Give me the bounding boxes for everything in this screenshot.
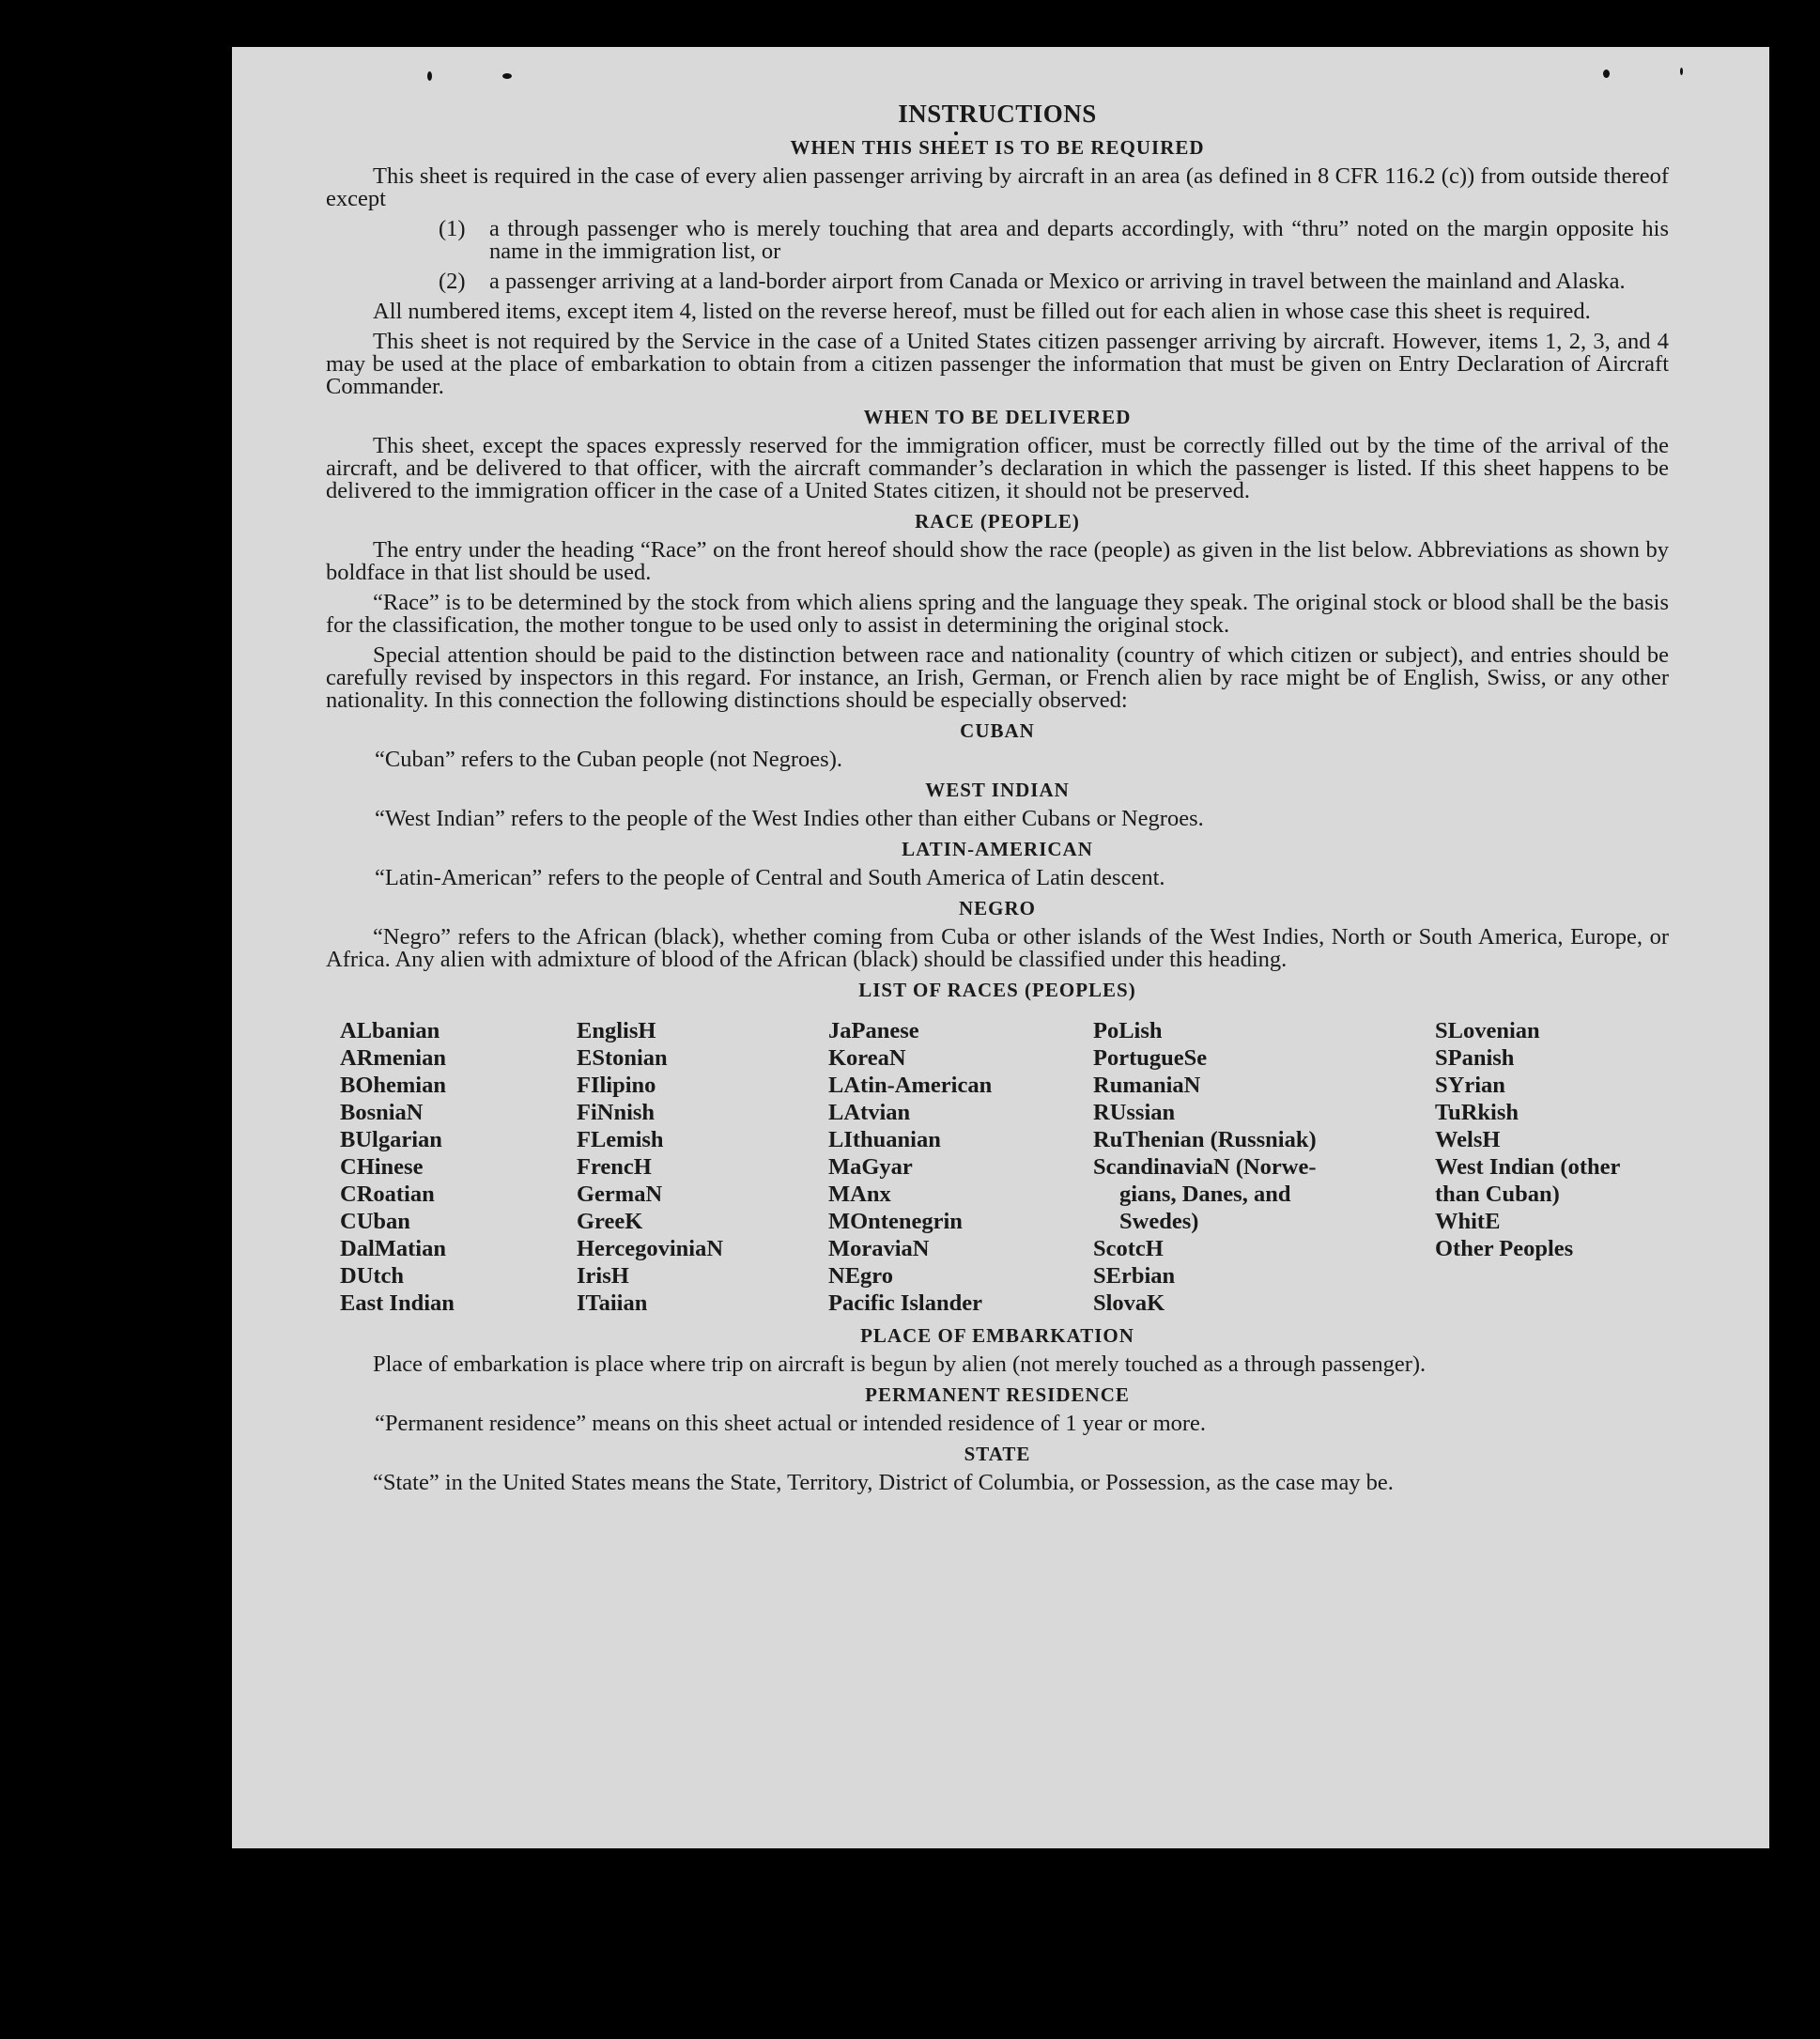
race-entry: EnglisH bbox=[577, 1018, 656, 1043]
race-entry: gians, Danes, and bbox=[1119, 1182, 1291, 1207]
exception-item-number: (2) bbox=[439, 269, 466, 294]
races-column bbox=[340, 1017, 577, 1317]
race-entry: ARmenian bbox=[340, 1045, 446, 1071]
section-heading-race: RACE (PEOPLE) bbox=[915, 510, 1080, 533]
race-entry: HercegoviniaN bbox=[577, 1236, 724, 1261]
race-entry: CUban bbox=[340, 1209, 410, 1234]
delivered-paragraph: This sheet, except the spaces expressly reserved for the immigration officer, must be correctly filled out by the time of the arrival of the aircraft, and be delivered to that officer, with the aircraft commander’s declaration in which the passenger is listed. If this sheet happens to be delivered to the immigration officer in the case of a United States citizen, it should not be preserved. bbox=[326, 433, 1669, 503]
race-entry: WelsH bbox=[1435, 1127, 1501, 1152]
paper-speck bbox=[1603, 70, 1610, 78]
race-entry: RumaniaN bbox=[1093, 1073, 1201, 1098]
race-entry: Pacific Islander bbox=[828, 1290, 982, 1316]
cuban-paragraph: “Cuban” refers to the Cuban people (not Negroes). bbox=[375, 747, 842, 772]
race-entry: RuThenian (Russniak) bbox=[1093, 1127, 1317, 1152]
race-entry: LAtin-American bbox=[828, 1073, 993, 1098]
races-column bbox=[1435, 1017, 1683, 1317]
races-column bbox=[577, 1017, 828, 1317]
races-column bbox=[1093, 1017, 1435, 1317]
race-entry: SYrian bbox=[1435, 1073, 1505, 1098]
state-paragraph: “State” in the United States means the State, Territory, District of Columbia, or Possession, as the case may be. bbox=[373, 1470, 1394, 1495]
section-heading-residence: PERMANENT RESIDENCE bbox=[865, 1383, 1130, 1406]
race-paragraph-1: The entry under the heading “Race” on the front hereof should show the race (people) as given in the list below. Abbreviations as shown by boldface in that list should be used. bbox=[326, 537, 1669, 585]
races-column bbox=[828, 1017, 1093, 1317]
race-entry: MAnx bbox=[828, 1182, 891, 1207]
race-entry: MaGyar bbox=[828, 1154, 913, 1180]
race-entry: MoraviaN bbox=[828, 1236, 930, 1261]
race-entry: WhitE bbox=[1435, 1209, 1501, 1234]
race-entry: SLovenian bbox=[1435, 1018, 1540, 1043]
race-entry: FIlipino bbox=[577, 1073, 656, 1098]
document-page bbox=[232, 47, 1769, 1848]
race-entry: than Cuban) bbox=[1435, 1182, 1560, 1207]
race-entry: CRoatian bbox=[340, 1182, 435, 1207]
section-heading-embarkation: PLACE OF EMBARKATION bbox=[860, 1324, 1134, 1347]
exception-item bbox=[326, 270, 1669, 293]
section-heading-state: STATE bbox=[964, 1443, 1031, 1465]
section-heading-west-indian: WEST INDIAN bbox=[925, 779, 1070, 801]
race-entry: EStonian bbox=[577, 1045, 668, 1071]
section-heading-list-of-races: LIST OF RACES (PEOPLES) bbox=[858, 979, 1136, 1001]
section-heading-cuban: CUBAN bbox=[960, 719, 1035, 742]
west-indian-paragraph: “West Indian” refers to the people of the West Indies other than either Cubans or Negroes. bbox=[375, 806, 1204, 831]
race-entry: FiNnish bbox=[577, 1100, 656, 1125]
race-entry: LAtvian bbox=[828, 1100, 911, 1125]
race-entry: ALbanian bbox=[340, 1018, 440, 1043]
document-content bbox=[326, 100, 1669, 1502]
section-heading-latin-american: LATIN-AMERICAN bbox=[902, 838, 1093, 860]
race-entry: SPanish bbox=[1435, 1045, 1515, 1071]
race-entry: East Indian bbox=[340, 1290, 455, 1316]
race-paragraph-2: “Race” is to be determined by the stock from which aliens spring and the language they speak. The original stock or blood shall be the basis for the classification, the mother tongue to be used only to assist in determining the original stock. bbox=[326, 590, 1669, 638]
race-entry: SlovaK bbox=[1093, 1290, 1165, 1316]
exception-item-text: a passenger arriving at a land-border airport from Canada or Mexico or arriving in travel between the mainland and Alaska. bbox=[489, 269, 1626, 294]
race-paragraph-3: Special attention should be paid to the distinction between race and nationality (country of which citizen or subject), and entries should be carefully revised by inspectors in this regard. For instance, an Irish, German, or French alien by race might be of English, Swiss, or any other nationality. In this connection the following distinctions should be especially observed: bbox=[326, 642, 1669, 713]
race-entry: JaPanese bbox=[828, 1018, 919, 1043]
race-entry: BosniaN bbox=[340, 1100, 424, 1125]
race-entry: ScotcH bbox=[1093, 1236, 1164, 1261]
race-entry: Swedes) bbox=[1119, 1209, 1199, 1234]
citizen-paragraph: This sheet is not required by the Service in the case of a United States citizen passenger arriving by aircraft. However, items 1, 2, 3, and 4 may be used at the place of embarkation to obtain from a citizen passenger the information that must be given on Entry Declaration of Aircraft Commander. bbox=[326, 329, 1669, 399]
race-entry: CHinese bbox=[340, 1154, 424, 1180]
race-entry: FLemish bbox=[577, 1127, 664, 1152]
race-entry: KoreaN bbox=[828, 1045, 906, 1071]
exception-item-number: (1) bbox=[439, 216, 466, 241]
race-entry: GermaN bbox=[577, 1182, 663, 1207]
exception-item bbox=[326, 218, 1669, 263]
exception-item-text: a through passenger who is merely touching that area and departs accordingly, with “thru” noted on the margin opposite his name in the immigration list, or bbox=[489, 216, 1669, 264]
section-heading-negro: NEGRO bbox=[958, 897, 1036, 919]
paper-speck bbox=[1680, 68, 1683, 75]
race-entry: West Indian (other bbox=[1435, 1154, 1621, 1180]
race-entry: MOntenegrin bbox=[828, 1209, 963, 1234]
race-entry: Other Peoples bbox=[1435, 1236, 1574, 1261]
paper-speck bbox=[427, 71, 432, 81]
negro-paragraph: “Negro” refers to the African (black), whether coming from Cuba or other islands of the West Indies, North or South America, Europe, or Africa. Any alien with admixture of blood of the African (black) should be classified under this heading. bbox=[326, 924, 1669, 972]
race-entry: LIthuanian bbox=[828, 1127, 941, 1152]
race-entry: IrisH bbox=[577, 1263, 629, 1289]
race-entry: DalMatian bbox=[340, 1236, 446, 1261]
embarkation-paragraph: Place of embarkation is place where trip on aircraft is begun by alien (not merely touched as a through passenger). bbox=[373, 1352, 1427, 1377]
race-entry: PortugueSe bbox=[1093, 1045, 1208, 1071]
residence-paragraph: “Permanent residence” means on this sheet actual or intended residence of 1 year or more. bbox=[375, 1411, 1207, 1436]
race-entry: GreeK bbox=[577, 1209, 643, 1234]
race-entry: PoLish bbox=[1093, 1018, 1163, 1043]
required-intro: This sheet is required in the case of every alien passenger arriving by aircraft in an area (as defined in 8 CFR 116.2 (c)) from outside thereof except bbox=[326, 163, 1669, 211]
race-entry: BOhemian bbox=[340, 1073, 446, 1098]
race-entry: TuRkish bbox=[1435, 1100, 1519, 1125]
section-heading-delivered: WHEN TO BE DELIVERED bbox=[863, 406, 1132, 428]
race-entry: FrencH bbox=[577, 1154, 652, 1180]
races-list bbox=[340, 1017, 1669, 1317]
race-entry: ScandinaviaN (Norwe- bbox=[1093, 1154, 1317, 1180]
race-entry: DUtch bbox=[340, 1263, 405, 1289]
race-entry: BUlgarian bbox=[340, 1127, 442, 1152]
race-entry: ITaiian bbox=[577, 1290, 648, 1316]
paper-speck bbox=[502, 73, 512, 79]
latin-american-paragraph: “Latin-American” refers to the people of Central and South America of Latin descent. bbox=[375, 865, 1165, 890]
section-heading-required: WHEN THIS SHEET IS TO BE REQUIRED bbox=[790, 136, 1205, 159]
numbered-items-paragraph: All numbered items, except item 4, listed on the reverse hereof, must be filled out for each alien in whose case this sheet is required. bbox=[373, 299, 1591, 324]
race-entry: SErbian bbox=[1093, 1263, 1176, 1289]
race-entry: NEgro bbox=[828, 1263, 893, 1289]
race-entry: RUssian bbox=[1093, 1100, 1176, 1125]
page-title: INSTRUCTIONS bbox=[898, 100, 1097, 128]
